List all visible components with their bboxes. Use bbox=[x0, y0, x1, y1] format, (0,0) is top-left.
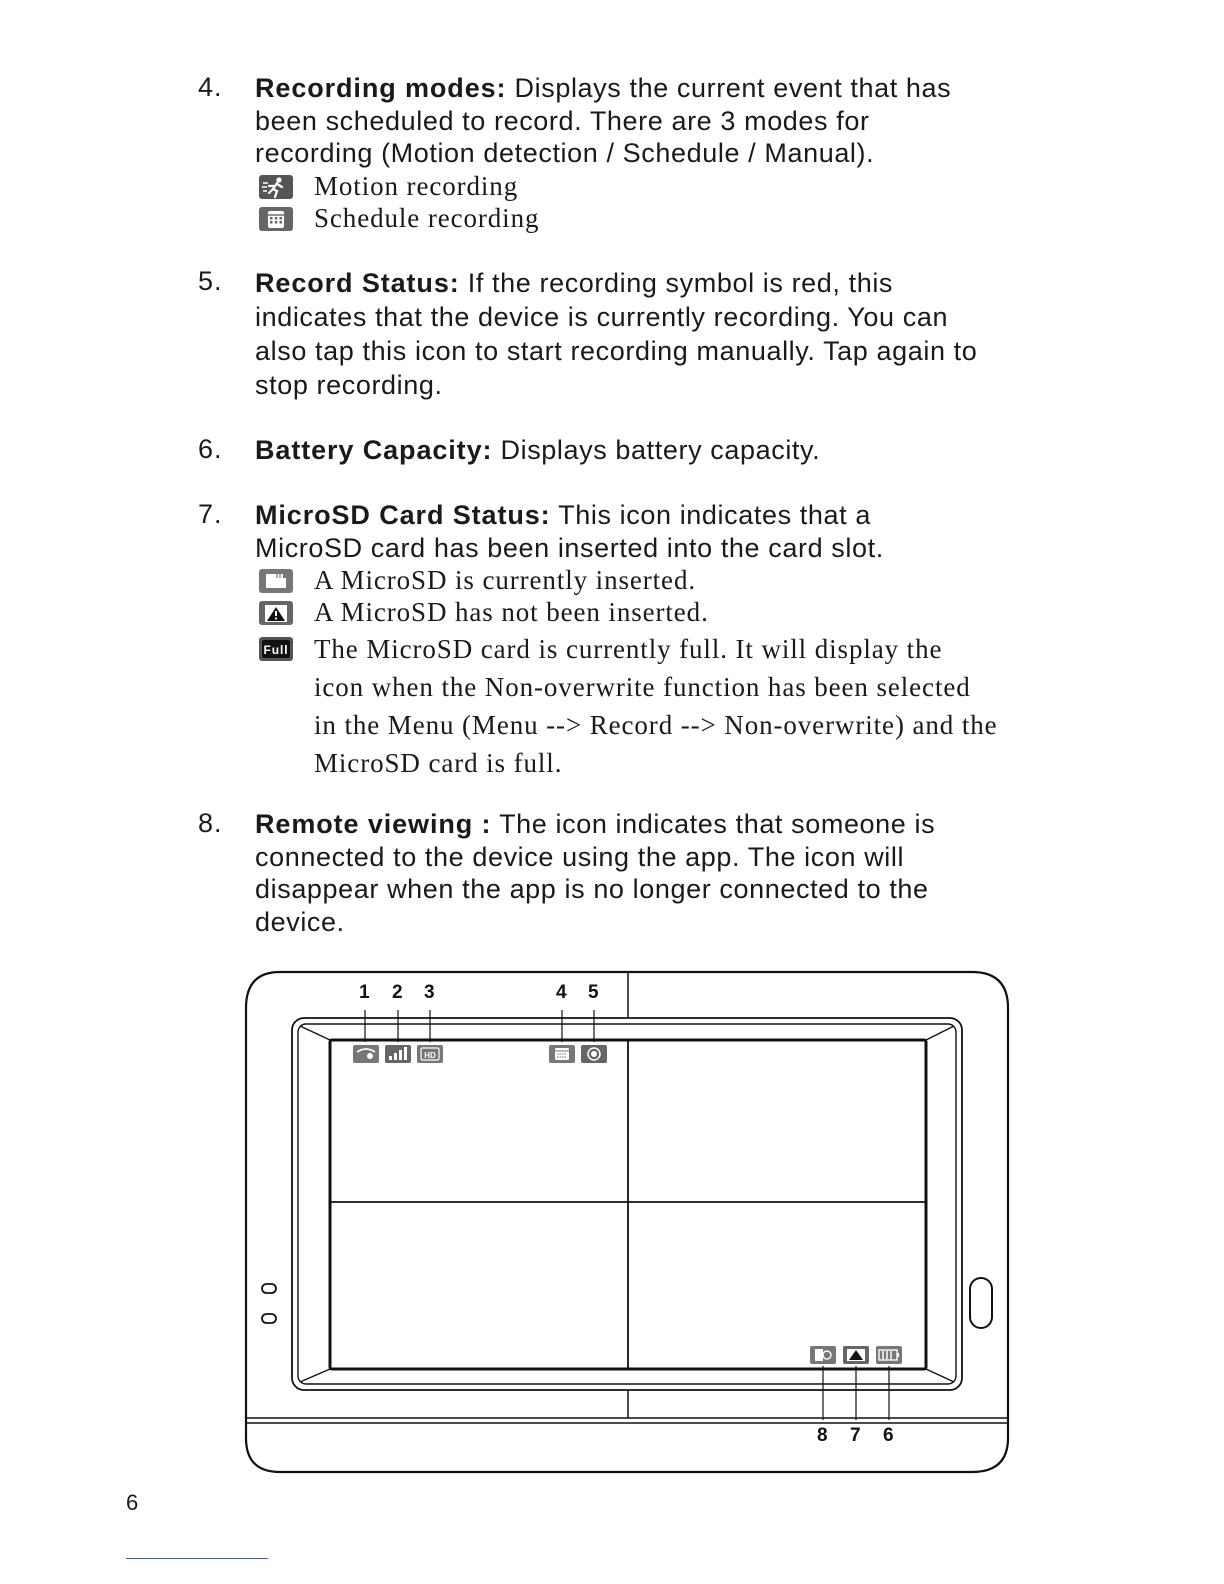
text-line: MicroSD card is full. bbox=[314, 748, 563, 778]
item-description bbox=[255, 266, 1078, 402]
item-heading: Battery Capacity: bbox=[255, 435, 493, 465]
icon-row-text bbox=[314, 630, 1078, 782]
text-line: connected to the device using the app. The icon will bbox=[255, 841, 905, 872]
text-line: Displays the current event that has bbox=[514, 73, 952, 103]
item-description bbox=[255, 72, 1078, 170]
text-line: device. bbox=[255, 906, 345, 937]
item-record-status bbox=[198, 266, 1078, 402]
schedule-status-icon bbox=[549, 1045, 575, 1063]
item-description bbox=[255, 434, 1078, 467]
callout-2: 2 bbox=[392, 982, 403, 1003]
text-line: The icon indicates that someone is bbox=[499, 809, 936, 839]
microsd-status-icon bbox=[843, 1346, 869, 1364]
hd-icon bbox=[417, 1045, 443, 1063]
icon-row-sd-missing bbox=[256, 596, 1078, 628]
monitor-drawing bbox=[244, 970, 1010, 1476]
text-line: been scheduled to record. There are 3 modes for bbox=[255, 105, 870, 136]
item-battery-capacity bbox=[198, 434, 1078, 467]
callout-6: 6 bbox=[883, 1425, 894, 1446]
signal-strength-icon bbox=[385, 1045, 411, 1063]
monitor-diagram bbox=[244, 970, 1010, 1476]
item-heading: Recording modes: bbox=[255, 73, 507, 103]
motion-recording-icon bbox=[258, 174, 294, 200]
text-line: indicates that the device is currently recording. You can bbox=[255, 302, 949, 332]
text-line: This icon indicates that a bbox=[558, 500, 871, 530]
item-recording-modes bbox=[198, 72, 1078, 234]
callout-8: 8 bbox=[817, 1425, 828, 1446]
icon-row-text: Schedule recording bbox=[314, 202, 540, 233]
item-number: 5. bbox=[198, 266, 223, 296]
item-number: 4. bbox=[198, 72, 223, 102]
icon-row-motion bbox=[256, 170, 1078, 202]
icon-row-sd-full bbox=[256, 630, 1078, 782]
text-line: stop recording. bbox=[255, 370, 443, 400]
callout-7: 7 bbox=[850, 1425, 861, 1446]
icon-row-text: A MicroSD has not been inserted. bbox=[314, 597, 709, 627]
item-heading: Remote viewing : bbox=[255, 809, 492, 839]
remote-viewing-bottom-icon bbox=[810, 1346, 836, 1364]
full-label: Full bbox=[263, 643, 289, 657]
callout-5: 5 bbox=[588, 982, 599, 1003]
page-number: 6 bbox=[126, 1490, 139, 1515]
callout-4: 4 bbox=[556, 982, 567, 1003]
remote-viewing-status-icon bbox=[353, 1045, 379, 1063]
item-remote-viewing bbox=[198, 808, 1078, 938]
text-line: recording (Motion detection / Schedule / Manual). bbox=[255, 138, 875, 168]
item-microsd-status bbox=[198, 499, 1078, 782]
text-line: icon when the Non-overwrite function has been selected bbox=[314, 672, 971, 702]
item-heading: Record Status: bbox=[255, 268, 460, 298]
icon-row-text: A MicroSD is currently inserted. bbox=[314, 565, 696, 595]
item-description bbox=[255, 808, 1078, 938]
microsd-inserted-icon bbox=[258, 568, 294, 594]
icon-row-sd-inserted bbox=[256, 564, 1078, 596]
record-status-icon bbox=[581, 1045, 607, 1063]
text-line: MicroSD card has been inserted into the card slot. bbox=[255, 532, 884, 563]
text-line: in the Menu (Menu --> Record --> Non-overwrite) and the bbox=[314, 710, 998, 740]
item-number: 8. bbox=[198, 808, 223, 838]
item-description bbox=[255, 499, 1078, 564]
text-line: Displays battery capacity. bbox=[500, 435, 821, 465]
text-line: If the recording symbol is red, this bbox=[467, 268, 894, 298]
item-number: 6. bbox=[198, 434, 223, 464]
icon-row-schedule bbox=[256, 202, 1078, 234]
schedule-recording-icon bbox=[258, 206, 294, 232]
item-heading: MicroSD Card Status: bbox=[255, 500, 551, 530]
text-line: The MicroSD card is currently full. It will display the bbox=[314, 634, 943, 664]
item-number: 7. bbox=[198, 499, 223, 529]
hd-label: HD bbox=[424, 1051, 436, 1060]
callout-3: 3 bbox=[424, 982, 435, 1003]
microsd-full-icon bbox=[258, 636, 294, 662]
footer-divider bbox=[126, 1558, 268, 1559]
text-line: disappear when the app is no longer connected to the bbox=[255, 874, 929, 904]
callout-1: 1 bbox=[359, 982, 370, 1003]
icon-row-text: Motion recording bbox=[314, 170, 519, 201]
text-line: also tap this icon to start recording manually. Tap again to bbox=[255, 336, 978, 366]
battery-status-icon bbox=[876, 1346, 902, 1364]
microsd-missing-icon bbox=[258, 600, 294, 626]
